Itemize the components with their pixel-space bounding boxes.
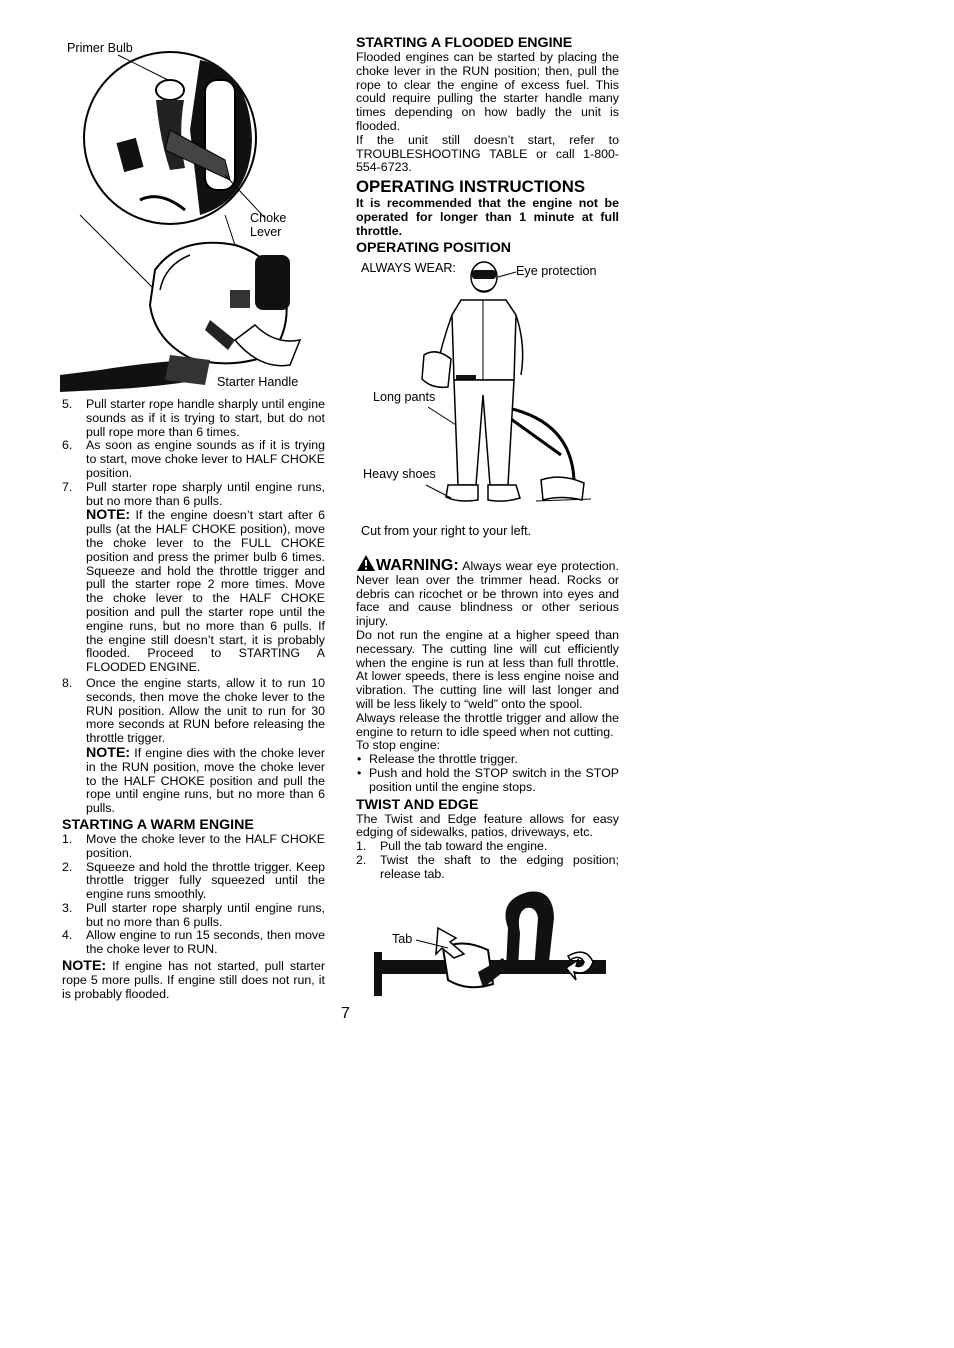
right-column-upper xyxy=(356,36,619,256)
list-item: 8. Once the engine starts, allow it to run 10 seconds, then move the choke lever to the RUN position. Allow the unit to run for 30 more seconds at RUN before releasing the throttle trigger. NOTE: If engine dies with the choke lever in the RUN position, move the choke lever to the HALF CHOKE position and pull the rope until engine runs, but no more than 6 pulls. xyxy=(62,675,325,816)
list-item: 2. Twist the shaft to the edging position; release tab. xyxy=(356,852,619,881)
stop-engine-list xyxy=(356,753,619,794)
list-item: 1. Move the choke lever to the HALF CHOKE position. xyxy=(62,831,325,860)
flooded-paragraph-2: If the unit still doesn’t start, refer to TROUBLESHOOTING TABLE or call 1-800-554-6723. xyxy=(356,132,619,175)
long-pants-label: Long pants xyxy=(373,390,436,404)
release-paragraph: Always release the throttle trigger and allow the engine to return to idle speed when not cutting. xyxy=(356,710,619,739)
eye-protection-label: Eye protection xyxy=(516,264,597,278)
list-item: 1. Pull the tab toward the engine. xyxy=(356,839,548,854)
warning-icon xyxy=(356,554,376,572)
list-item: 7. Pull starter rope sharply until engine runs, but no more than 6 pulls. NOTE: If the engine doesn’t start after 6 pulls (at the HALF CHOKE position), move the choke lever to the FULL CHOKE position and press the primer bulb 6 times. Squeeze and hold the throttle trigger and pull the starter rope 2 more times. Move the choke lever to the HALF CHOKE position and pull the starter rope until the engine runs, but no more than 6 pulls. If the engine still doesn’t start, it is probably flooded. Proceed to STARTING A FLOODED ENGINE. xyxy=(62,479,325,675)
warning-paragraph: WARNING: Always wear eye protection. Never lean over the trimmer head. Rocks or debris can ricochet or be thrown into eyes and face and cause blindness or other serious injury. xyxy=(356,554,619,629)
cut-direction-caption: Cut from your right to your left. xyxy=(361,524,532,538)
twist-edge-heading: TWIST AND EDGE xyxy=(356,796,479,813)
heavy-shoes-label: Heavy shoes xyxy=(363,467,436,481)
choke-lever-label: Choke Lever xyxy=(250,211,287,239)
list-item: 5. Pull starter rope handle sharply until engine sounds as if it is trying to start, but do not pull rope more than 6 times. xyxy=(62,397,325,439)
note-warm-flooded: NOTE: If engine has not started, pull starter rope 5 more pulls. If engine still does not run, it is probably flooded. xyxy=(62,958,325,1001)
operating-warning-bold: It is recommended that the engine not be operated for longer than 1 minute at full throttle. xyxy=(356,196,619,238)
note-engine-dies: NOTE: If engine dies with the choke lever in the RUN position, move the choke lever to the HALF CHOKE position and pull the rope until engine runs, but no more than 6 pulls. xyxy=(86,744,325,816)
list-item: 2. Squeeze and hold the throttle trigger. Keep throttle trigger fully squeezed until the engine runs smoothly. xyxy=(62,859,325,902)
operator-illustration xyxy=(356,255,616,523)
tab-label: Tab xyxy=(392,932,413,946)
warm-start-steps xyxy=(62,833,325,957)
list-item: • Release the throttle trigger. xyxy=(357,752,518,767)
page-number: 7 xyxy=(341,1005,350,1022)
left-column xyxy=(62,398,325,1001)
primer-bulb-label: Primer Bulb xyxy=(67,41,133,55)
starter-handle-label: Starter Handle xyxy=(217,375,299,389)
list-item: 6. As soon as engine sounds as if it is trying to start, move choke lever to HALF CHOKE position. xyxy=(62,438,325,480)
cold-start-steps xyxy=(62,398,325,816)
flooded-paragraph-1: Flooded engines can be started by placing the choke lever in the RUN position; then, pull the rope to clear the engine of excess fuel. This could require pulling the starter handle many times depending on how badly the unit is flooded. xyxy=(356,50,619,133)
flooded-engine-heading: STARTING A FLOODED ENGINE xyxy=(356,35,573,51)
stop-engine-paragraph: To stop engine: xyxy=(356,738,441,753)
operating-instructions-heading: OPERATING INSTRUCTIONS xyxy=(356,177,586,197)
speed-paragraph: Do not run the engine at a higher speed than necessary. The cutting line will cut efficiently when the engine is run at less than full throttle. At lower speeds, there is less engine noise and vibration. The cutting line will last longer and will be less likely to “weld” onto the spool. xyxy=(356,627,619,711)
note-half-choke: NOTE: If the engine doesn’t start after 6 pulls (at the HALF CHOKE position), move the choke lever to the FULL CHOKE position and press the primer bulb 6 times. Squeeze and hold the throttle trigger and pull the starter rope 2 more times. Move the choke lever to the HALF CHOKE position and pull the starter rope until the engine runs, but no more than 6 pulls. If the engine still doesn’t start, it is probably flooded. Proceed to STARTING A FLOODED ENGINE. xyxy=(86,507,325,675)
always-wear-label: ALWAYS WEAR: xyxy=(361,261,456,275)
warm-engine-heading: STARTING A WARM ENGINE xyxy=(62,816,254,833)
list-item: • Push and hold the STOP switch in the STOP position until the engine stops. xyxy=(357,765,619,794)
twist-edge-paragraph: The Twist and Edge feature allows for easy edging of sidewalks, patios, driveways, etc. xyxy=(356,811,619,840)
right-column-lower xyxy=(356,554,619,882)
twist-edge-steps xyxy=(356,840,619,881)
operating-position-heading: OPERATING POSITION xyxy=(356,239,512,256)
list-item: 3. Pull starter rope sharply until engine runs, but no more than 6 pulls. xyxy=(62,900,325,929)
list-item: 4. Allow engine to run 15 seconds, then move the choke lever to RUN. xyxy=(62,928,325,957)
